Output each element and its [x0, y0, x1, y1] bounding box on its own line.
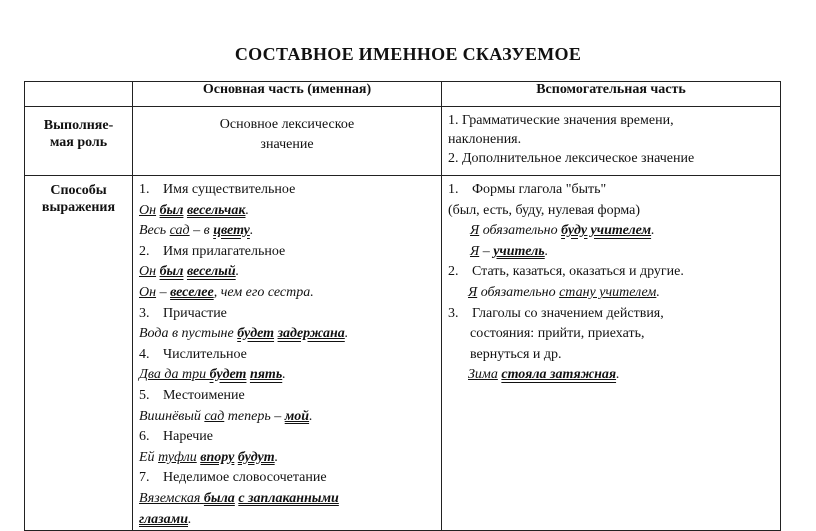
ways-label-line1: Способы	[50, 183, 107, 198]
example-line: Он был веселый.	[139, 264, 240, 280]
example-line: Зима стояла затяжная.	[468, 367, 620, 383]
ways-aux-cell	[442, 176, 781, 531]
list-item: 4. Числительное	[139, 346, 247, 362]
example-line: Весь сад – в цвету.	[139, 223, 254, 239]
role-aux-cell	[442, 107, 781, 176]
header-aux-part: Вспомогательная часть	[442, 82, 781, 107]
list-item: 3. Причастие	[139, 305, 227, 321]
example-line: Я обязательно буду учителем.	[470, 223, 655, 239]
role-main-cell	[133, 107, 442, 176]
list-item: 2. Стать, казаться, оказаться и другие.	[448, 264, 684, 280]
role-aux-line2: наклонения.	[448, 132, 522, 147]
example-line: Вишнёвый сад теперь – мой.	[139, 408, 313, 424]
example-line: Я – учитель.	[470, 243, 549, 259]
example-line: Я обязательно стану учителем.	[468, 284, 660, 300]
role-label-line1: Выполняе-	[43, 118, 114, 133]
ways-label-line2: выражения	[41, 200, 116, 215]
list-item-sub: (был, есть, буду, нулевая форма)	[448, 202, 641, 218]
example-line: Он – веселее, чем его сестра.	[139, 284, 314, 300]
table-header-row	[25, 82, 781, 107]
example-line: Два да три будет пять.	[139, 367, 286, 383]
ways-label-cell	[25, 176, 133, 531]
role-aux-line1: 1. Грамматические значения времени,	[448, 113, 674, 128]
example-line: Он был весельчак.	[139, 202, 249, 218]
list-item-cont: состояния: прийти, приехать,	[470, 326, 645, 342]
role-label-cell	[25, 107, 133, 176]
example-line: Вяземская была с заплаканными	[139, 490, 339, 506]
list-item: 5. Местоимение	[139, 387, 245, 403]
list-item: 2. Имя прилагательное	[139, 243, 286, 259]
role-main-line1: Основное лексическое	[219, 117, 355, 132]
example-line: Ей туфли впору будут.	[139, 449, 279, 465]
example-line: Вода в пустыне будет задержана.	[139, 326, 349, 342]
role-main-line2: значение	[260, 137, 314, 152]
example-line: глазами.	[139, 511, 192, 527]
header-empty-cell	[25, 82, 133, 107]
predicate-table	[24, 81, 781, 531]
role-label-line2: мая роль	[49, 135, 108, 150]
role-aux-line3: 2. Дополнительное лексическое значение	[448, 151, 695, 166]
page-title: СОСТАВНОЕ ИМЕННОЕ СКАЗУЕМОЕ	[234, 44, 582, 64]
table-row-role	[25, 107, 781, 176]
list-item: 6. Наречие	[139, 429, 213, 445]
ways-main-cell	[133, 176, 442, 531]
header-main-part: Основная часть (именная)	[133, 82, 442, 107]
list-item: 3. Глаголы со значением действия,	[448, 305, 664, 321]
list-item: 1. Имя существительное	[139, 182, 296, 197]
list-item-cont: вернуться и др.	[470, 346, 562, 362]
table-row-ways	[25, 176, 781, 531]
list-item: 1. Формы глагола "быть"	[448, 182, 607, 197]
list-item: 7. Неделимое словосочетание	[139, 470, 327, 486]
